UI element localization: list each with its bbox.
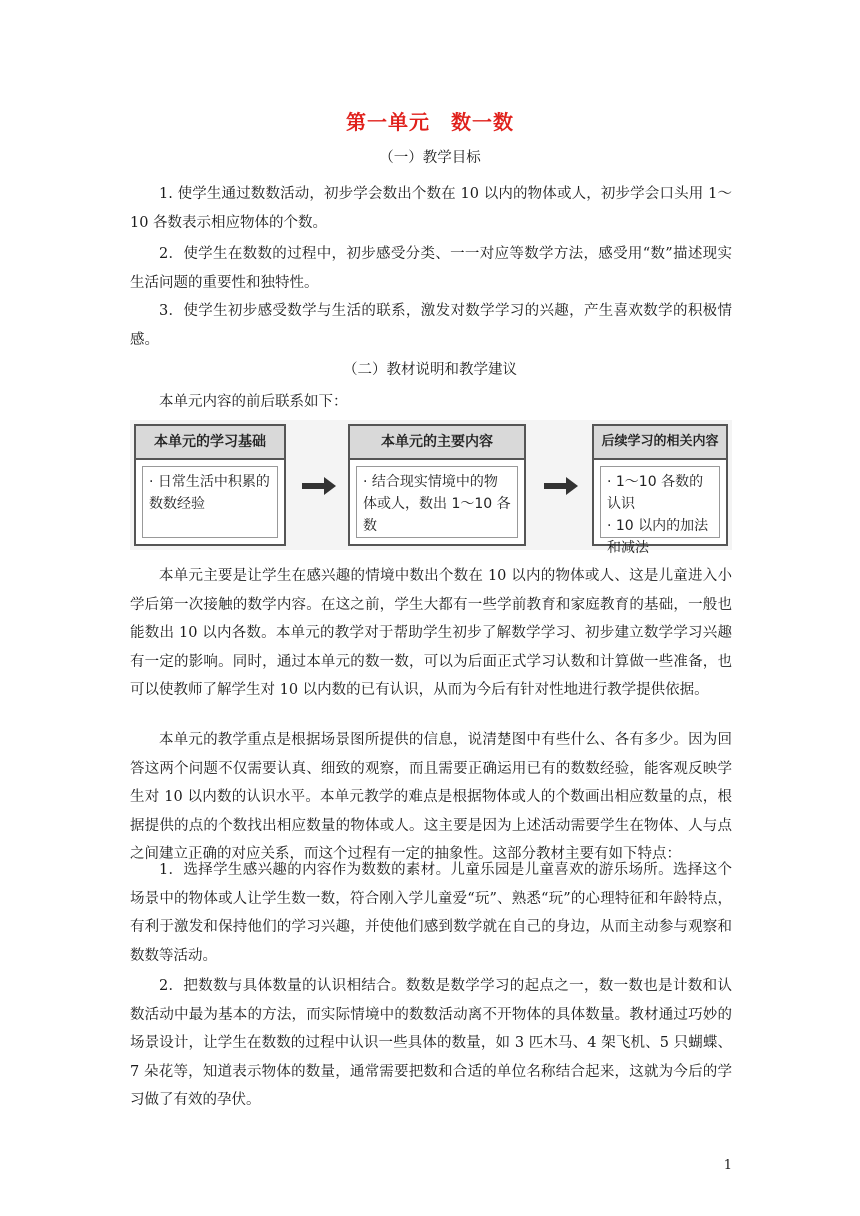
diagram-item: · 1～10 各数的认识 — [607, 474, 704, 512]
page-title: 第一单元 数一数 — [346, 110, 514, 134]
goal-paragraph-3: 3．使学生初步感受数学与生活的联系，激发对数学学习的兴趣，产生喜欢数学的积极情感。 — [130, 303, 732, 348]
diagram-box-content — [356, 466, 518, 538]
intro-paragraph: 本单元内容的前后联系如下： — [159, 394, 348, 410]
diagram-box-heading: 后续学习的相关内容 — [594, 426, 726, 460]
diagram-box-follow-up — [592, 424, 728, 556]
page-number: 1 — [723, 1158, 732, 1173]
goal-paragraph-2: 2．使学生在数数的过程中，初步感受分类、一一对应等数学方法，感受用“数”描述现实生活问题的重要性和独特性。 — [130, 246, 732, 291]
diagram-item: · 10 以内的加法和减法 — [607, 518, 709, 556]
right-arrow-icon — [302, 476, 336, 496]
right-arrow-icon — [544, 476, 578, 496]
section-heading-materials: （二）教材说明和教学建议 — [343, 362, 517, 378]
diagram-box-foundation — [134, 424, 286, 546]
body-paragraph-1: 本单元主要是让学生在感兴趣的情境中数出个数在 10 以内的物体或人、这是儿童进入小学后第一次接触的数学内容。在这之前，学生大都有一些学前教育和家庭教育的基础，一般也能数出 10 以内各数。本单元的教学对于帮助学生初步了解数学学习、初步建立数学学习兴趣有一定的影响。同时，通过本单元的数一数，可以为后面正式学习认数和计算做一些准备，也可以使教师了解学生对 10 以内数的已有认识，从而为今后有针对性地进行教学提供依据。 — [130, 568, 732, 698]
goal-paragraph-1: 1. 使学生通过数数活动，初步学会数出个数在 10 以内的物体或人，初步学会口头用 1～10 各数表示相应物体的个数。 — [130, 186, 732, 231]
diagram-item: · 结合现实情境中的物体或人，数出 1～10 各数 — [363, 474, 511, 534]
unit-relation-diagram — [130, 420, 732, 556]
section-heading-goals: （一）教学目标 — [379, 150, 481, 166]
body-paragraph-2: 本单元的教学重点是根据场景图所提供的信息，说清楚图中有些什么、各有多少。因为回答这两个问题不仅需要认真、细致的观察，而且需要正确运用已有的数数经验，能客观反映学生对 10 以内数的认识水平。本单元教学的难点是根据物体或人的个数画出相应数量的点，根据提供的点的个数找出相应数量的物体或人。这主要是因为上述活动需要学生在物体、人与点之间建立正确的对应关系，而这个过程有一定的抽象性。这部分教材主要有如下特点： — [130, 732, 732, 862]
diagram-box-content — [600, 466, 720, 556]
diagram-box-heading: 本单元的主要内容 — [350, 426, 524, 460]
body-paragraph-3: 1．选择学生感兴趣的内容作为数数的素材。儿童乐园是儿童喜欢的游乐场所。选择这个场景中的物体或人让学生数一数，符合刚入学儿童爱“玩”、熟悉“玩”的心理特征和年龄特点，有利于激发和保持他们的学习兴趣，并使他们感到数学就在自己的身边，从而主动参与观察和数数等活动。 — [130, 862, 732, 964]
diagram-box-content — [142, 466, 278, 538]
diagram-item: · 日常生活中积累的数数经验 — [149, 474, 270, 512]
diagram-box-heading: 本单元的学习基础 — [136, 426, 284, 460]
body-paragraph-4: 2．把数数与具体数量的认识相结合。数数是数学学习的起点之一，数一数也是计数和认数活动中最为基本的方法，而实际情境中的数数活动离不开物体的具体数量。教材通过巧妙的场景设计，让学生在数数的过程中认识一些具体的数量，如 3 匹木马、4 架飞机、5 只蝴蝶、7 朵花等，知道表示物体的数量，通常需要把数和合适的单位名称结合起来，这就为今后的学习做了有效的孕伏。 — [130, 978, 732, 1108]
diagram-box-main-content — [348, 424, 526, 546]
